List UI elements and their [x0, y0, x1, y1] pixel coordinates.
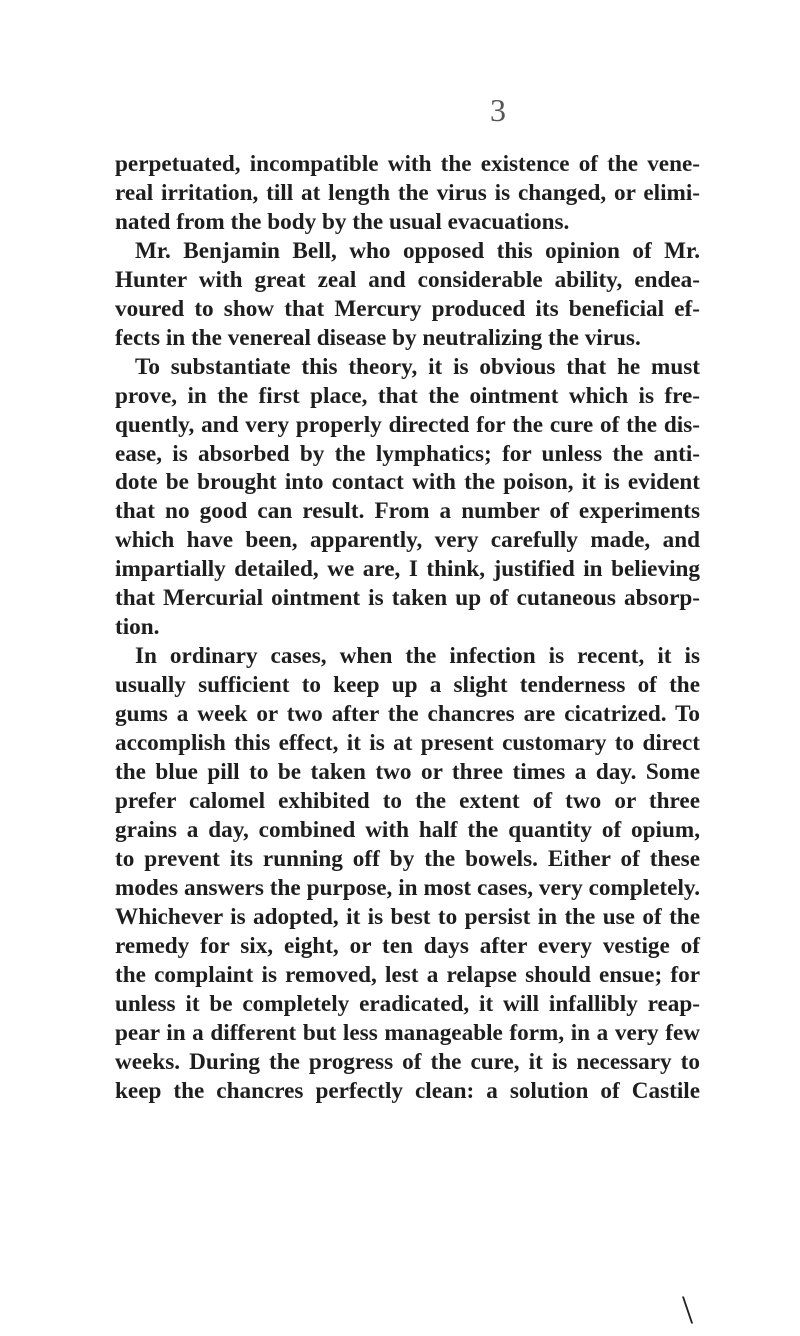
text-line: dote be brought into contact with the poison, it is evident [115, 469, 700, 496]
text-line: keep the chancres perfectly clean: a solution of Castile [115, 1077, 700, 1104]
text-line: impartially detailed, we are, I think, justified in believing [115, 556, 700, 583]
text-line: Hunter with great zeal and considerable ability, endea- [115, 266, 700, 293]
text-line: that no good can result. From a number of experiments [115, 498, 700, 525]
text-line: unless it be completely eradicated, it will infallibly reap- [115, 990, 700, 1017]
text-line: quently, and very properly directed for the cure of the dis- [115, 411, 700, 438]
text-line: prove, in the first place, that the ointment which is fre- [115, 382, 700, 409]
text-line: weeks. During the progress of the cure, it is necessary to [115, 1048, 700, 1075]
text-line: to prevent its running off by the bowels. Either of these [115, 845, 700, 872]
body-text [115, 150, 700, 1105]
text-line: nated from the body by the usual evacuations. [115, 208, 570, 235]
text-line: that Mercurial ointment is taken up of cutaneous absorp- [115, 585, 700, 612]
text-line: perpetuated, incompatible with the existence of the vene- [115, 151, 700, 177]
text-line: grains a day, combined with half the quantity of opium, [115, 816, 700, 843]
text-line: pear in a different but less manageable form, in a very few [115, 1019, 700, 1046]
text-line: real irritation, till at length the virus is changed, or elimi- [115, 179, 700, 206]
text-line: prefer calomel exhibited to the extent of two or three [115, 787, 700, 814]
text-line: tion. [115, 614, 160, 641]
text-line: Mr. Benjamin Bell, who opposed this opinion of Mr. [135, 237, 700, 264]
text-line: remedy for six, eight, or ten days after every vestige of [115, 932, 700, 959]
page-number: 3 [490, 92, 506, 128]
text-line: ease, is absorbed by the lymphatics; for unless the anti- [115, 440, 700, 467]
text-line: usually sufficient to keep up a slight tenderness of the [115, 672, 700, 699]
text-line: accomplish this effect, it is at present customary to direct [115, 730, 700, 757]
text-line: which have been, apparently, very carefully made, and [115, 527, 700, 554]
text-line: gums a week or two after the chancres are cicatrized. To [115, 701, 700, 728]
text-line: fects in the venereal disease by neutralizing the virus. [115, 324, 641, 351]
text-line: voured to show that Mercury produced its beneficial ef- [115, 295, 700, 322]
text-line: Whichever is adopted, it is best to persist in the use of the [115, 903, 700, 930]
text-line: modes answers the purpose, in most cases, very completely. [115, 874, 700, 901]
text-line: In ordinary cases, when the infection is recent, it is [135, 643, 700, 670]
catchword-mark: \ [682, 1287, 694, 1332]
text-line: To substantiate this theory, it is obvious that he must [135, 353, 700, 380]
text-line: the blue pill to be taken two or three times a day. Some [115, 759, 700, 786]
text-line: the complaint is removed, lest a relapse should ensue; for [115, 961, 700, 988]
